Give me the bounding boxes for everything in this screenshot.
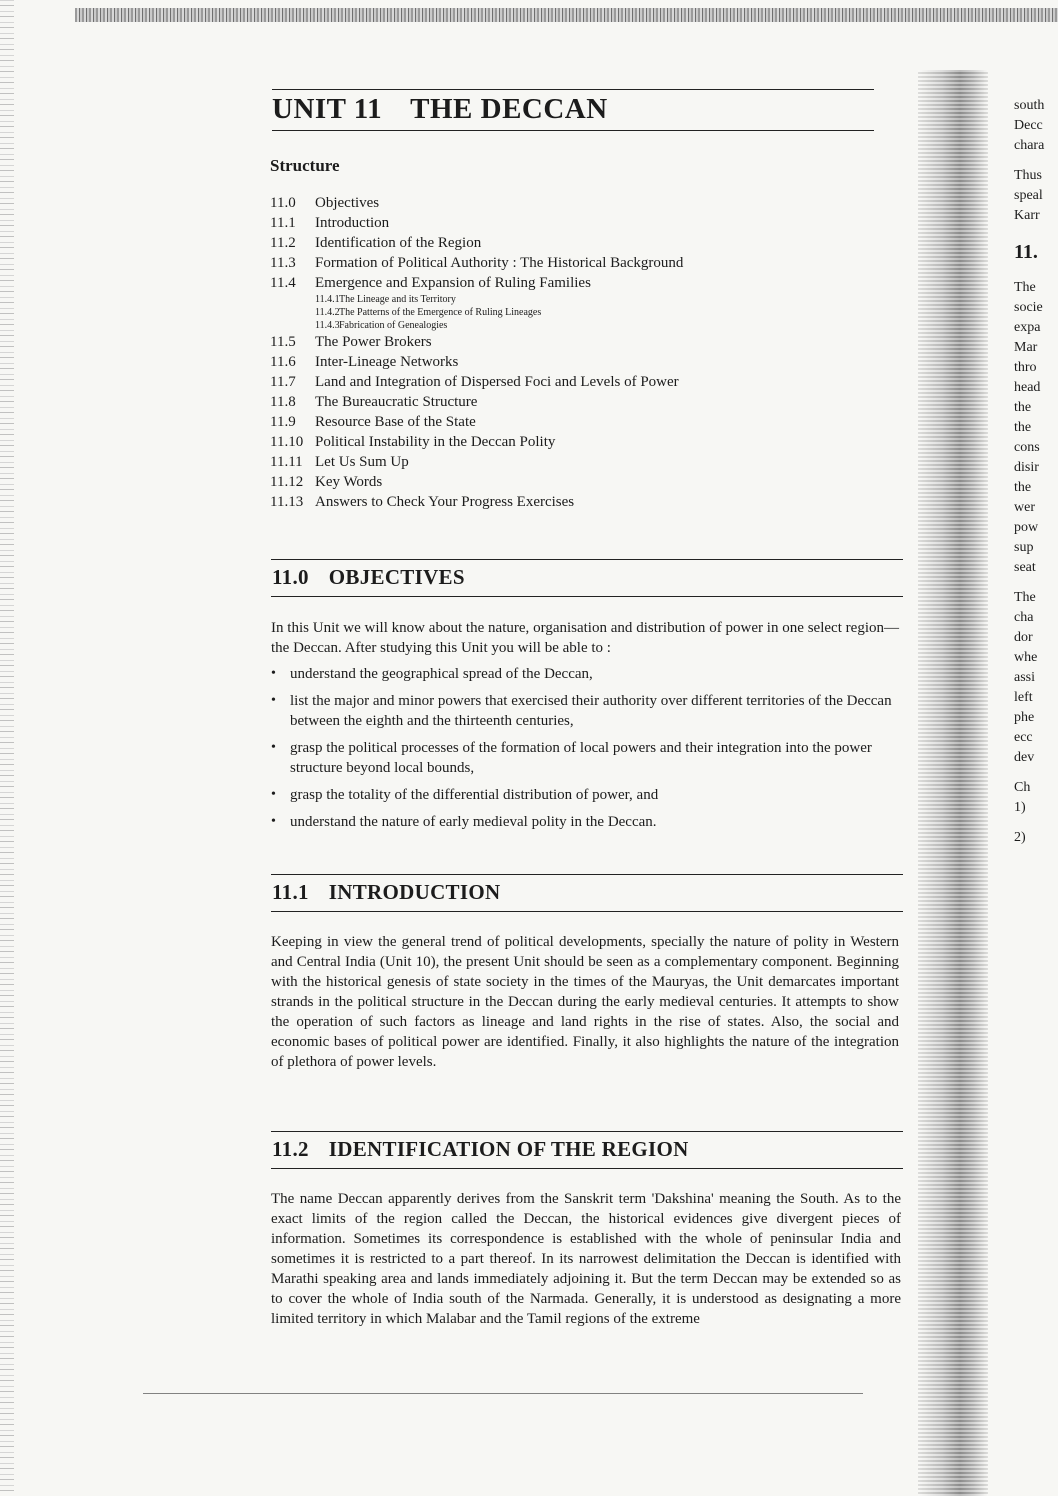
introduction-title: INTRODUCTION [328, 880, 501, 904]
fragment-word: the [1014, 420, 1032, 435]
toc-item [270, 472, 890, 492]
toc-number: 11.0 [270, 195, 296, 211]
region-number: 11.2 [272, 1137, 309, 1161]
toc-label: Land and Integration of Dispersed Foci and Levels of Power [315, 374, 679, 390]
fragment-word: The [1014, 590, 1036, 605]
fragment-word: wer [1014, 500, 1035, 515]
toc-label: The Lineage and its Territory [339, 294, 456, 305]
fragment-word: 11. [1014, 241, 1038, 263]
objective-bullet: • understand the nature of early medieval polity in the Deccan. [270, 812, 900, 832]
toc-number: 11.9 [270, 414, 296, 430]
objective-bullet: • list the major and minor powers that exercised their authority over different territories of the Deccan between the eighth and the thirteenth centuries, [270, 691, 900, 731]
title-bottom-rule [272, 130, 874, 131]
toc-number: 11.1 [270, 215, 296, 231]
fragment-word [1014, 226, 1058, 236]
fragment-word: Thus [1014, 168, 1042, 183]
fragment-word [1014, 818, 1058, 828]
objectives-list [270, 664, 900, 839]
toc-label: Political Instability in the Deccan Polity [315, 434, 556, 450]
toc-label: The Patterns of the Emergence of Ruling Lineages [339, 307, 542, 318]
toc-label: The Power Brokers [315, 334, 432, 350]
fragment-word: Mar [1014, 340, 1038, 355]
book-gutter-shadow [918, 70, 988, 1496]
toc-number: 11.2 [270, 235, 296, 251]
toc-item [270, 253, 890, 273]
toc-item [270, 392, 890, 412]
introduction-number: 11.1 [272, 880, 309, 904]
title-top-rule [272, 89, 874, 90]
fragment-word: ecc [1014, 730, 1033, 745]
region-text: The name Deccan apparently derives from the Sanskrit term 'Dakshina' meaning the South. As to the exact limits of the region called the Deccan, the historical evidences give divergent pieces of information. Sometimes its correspondence is established with the whole of peninsular India and sometimes it is restricted to a part thereof. In its narrowest delimitation the Deccan is identified with Marathi speaking area and lands immediately adjoining it. But the term Deccan may be extended so as to cover the whole of India south of the Narmada. Generally, it is understood as designating a more limited territory in which Malabar and the Tamil regions of the extreme [271, 1191, 901, 1327]
fragment-word: 2) [1014, 830, 1026, 845]
toc-item [270, 193, 890, 213]
unit-number: UNIT 11 [272, 93, 383, 125]
fragment-word: dor [1014, 630, 1033, 645]
fragment-word [1014, 578, 1058, 588]
toc-number: 11.4 [270, 275, 296, 291]
region-top-rule [271, 1131, 903, 1132]
toc-label: Inter-Lineage Networks [315, 354, 459, 370]
toc-subitem [270, 306, 890, 319]
toc-item [270, 213, 890, 233]
fragment-word: the [1014, 480, 1032, 495]
toc-number: 11.3 [270, 255, 296, 271]
fragment-word: the [1014, 400, 1032, 415]
fragment-word: phe [1014, 710, 1035, 725]
adjacent-page-fragment [1014, 96, 1058, 848]
toc-item [270, 352, 890, 372]
introduction-heading [272, 880, 500, 905]
toc-item [270, 372, 890, 392]
toc-item [270, 452, 890, 472]
toc-item [270, 432, 890, 452]
scan-edge-top [75, 8, 1058, 22]
fragment-word: dev [1014, 750, 1035, 765]
fragment-word: Decc [1014, 118, 1043, 133]
fragment-word: chara [1014, 138, 1045, 153]
fragment-word: south [1014, 98, 1045, 113]
toc-item [270, 273, 890, 293]
fragment-word: whe [1014, 650, 1038, 665]
fragment-word: pow [1014, 520, 1039, 535]
fragment-word: head [1014, 380, 1041, 395]
toc-subitem [270, 319, 890, 332]
toc-number: 11.5 [270, 334, 296, 350]
toc-number: 11.8 [270, 394, 296, 410]
fragment-word: seat [1014, 560, 1036, 575]
toc-number: 11.4.3 [315, 320, 340, 331]
fragment-word: thro [1014, 360, 1037, 375]
objective-bullet: • grasp the totality of the differential distribution of power, and [270, 785, 900, 805]
toc-label: Answers to Check Your Progress Exercises [315, 494, 575, 510]
objectives-number: 11.0 [272, 565, 309, 589]
toc-label: Identification of the Region [315, 235, 482, 251]
toc-number: 11.13 [270, 494, 304, 510]
fragment-word: assi [1014, 670, 1035, 685]
page-title [272, 93, 608, 126]
region-bottom-rule [271, 1168, 903, 1169]
fragment-word: left [1014, 690, 1033, 705]
fragment-word: 1) [1014, 800, 1026, 815]
fragment-word [1014, 156, 1058, 166]
fragment-word: cons [1014, 440, 1040, 455]
introduction-bottom-rule [271, 911, 903, 912]
fragment-word: Karr [1014, 208, 1040, 223]
fragment-word: The [1014, 280, 1036, 295]
toc-label: Introduction [315, 215, 390, 231]
fragment-word [1014, 268, 1058, 278]
introduction-text: Keeping in view the general trend of political developments, specially the nature of polity in Western and Central India (Unit 10), the present Unit should be seen as a complementary component. Beginning with the historical genesis of state society in the times of the Mauryas, the Unit demarcates important strands in the political structure in the Deccan during the early medieval centuries. It attempts to show the operation of such factors as lineage and land rights in the rise of states. Also, the social and economic bases of political power are identified. Finally, it also highlights the nature of the integration of plethora of power levels. [271, 934, 899, 1070]
table-of-contents [270, 193, 890, 512]
fragment-word: expa [1014, 320, 1041, 335]
toc-item [270, 492, 890, 512]
fragment-word: Ch [1014, 780, 1031, 795]
structure-heading: Structure [270, 156, 340, 175]
toc-number: 11.11 [270, 454, 303, 470]
toc-label: Let Us Sum Up [315, 454, 409, 470]
toc-number: 11.4.1 [315, 294, 340, 305]
scan-edge-left [0, 0, 14, 1496]
toc-item [270, 233, 890, 253]
fragment-word: sup [1014, 540, 1034, 555]
fragment-word: disir [1014, 460, 1039, 475]
toc-label: Objectives [315, 195, 380, 211]
objectives-title: OBJECTIVES [328, 565, 465, 589]
toc-label: Key Words [315, 474, 383, 490]
toc-item [270, 332, 890, 352]
region-title: IDENTIFICATION OF THE REGION [328, 1137, 689, 1161]
introduction-top-rule [271, 874, 903, 875]
page-bottom-rule [143, 1393, 863, 1394]
fragment-word: cha [1014, 610, 1034, 625]
toc-subitem [270, 293, 890, 306]
objectives-top-rule [271, 559, 903, 560]
objective-bullet: • grasp the political processes of the formation of local powers and their integration into the power structure beyond local bounds, [270, 738, 900, 778]
fragment-word [1014, 768, 1058, 778]
objectives-heading [272, 565, 465, 590]
toc-label: Fabrication of Genealogies [339, 320, 448, 331]
fragment-word: speal [1014, 188, 1043, 203]
objectives-intro: In this Unit we will know about the nature, organisation and distribution of power in one select region—the Deccan. After studying this Unit you will be able to : [271, 620, 899, 656]
toc-label: The Bureaucratic Structure [315, 394, 478, 410]
objective-bullet: • understand the geographical spread of the Deccan, [270, 664, 900, 684]
fragment-word: socie [1014, 300, 1043, 315]
toc-item [270, 412, 890, 432]
objectives-bottom-rule [271, 596, 903, 597]
unit-title: THE DECCAN [410, 93, 608, 125]
toc-number: 11.12 [270, 474, 304, 490]
toc-number: 11.7 [270, 374, 296, 390]
toc-number: 11.4.2 [315, 307, 340, 318]
toc-label: Formation of Political Authority : The Historical Background [315, 255, 684, 271]
toc-label: Resource Base of the State [315, 414, 476, 430]
toc-number: 11.6 [270, 354, 296, 370]
region-heading [272, 1137, 689, 1162]
toc-number: 11.10 [270, 434, 304, 450]
toc-label: Emergence and Expansion of Ruling Families [315, 275, 591, 291]
